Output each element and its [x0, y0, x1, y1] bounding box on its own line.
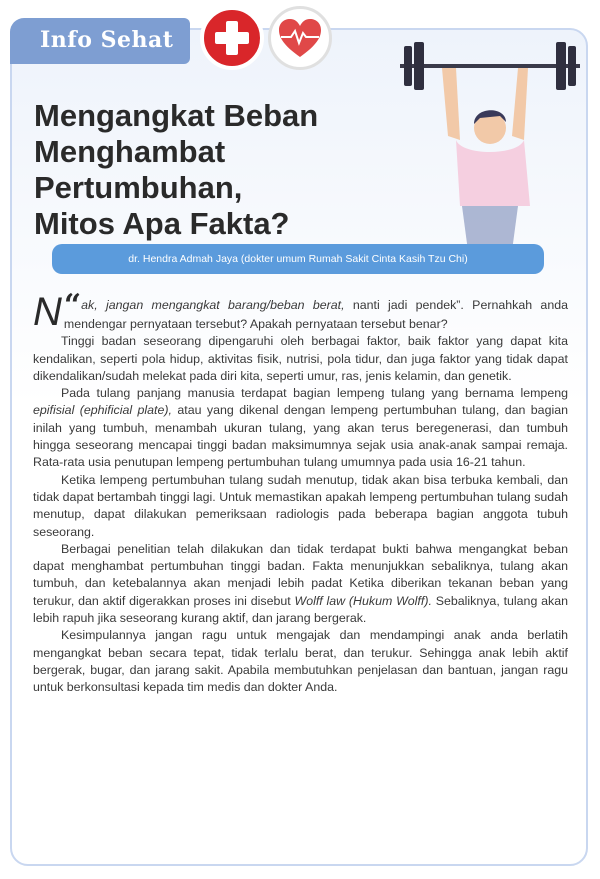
paragraph-1: [33, 288, 568, 334]
author-byline: dr. Hendra Admah Jaya (dokter umum Rumah Sakit Cinta Kasih Tzu Chi): [52, 244, 544, 274]
medical-cross-icon: [200, 6, 264, 70]
article-title: [34, 98, 434, 242]
paragraph-5-term: Wolff law (Hukum Wolff).: [294, 593, 432, 608]
title-line-3: Mitos Apa Fakta?: [34, 206, 290, 241]
dropcap: N: [33, 290, 62, 334]
paragraph-4: Ketika lempeng pertumbuhan tulang sudah menutup, tidak akan bisa terbuka kembali, dan tidak dapat bertambah tinggi lagi. Untuk memastikan apakah lempeng pertumbuhan tulang sudah menutup, dapat dilakukan pemeriksaan radiologis pada beberapa bagian anggota tubuh seseorang.: [33, 472, 568, 539]
paragraph-5-b: Sebaliknya, tulang akan lebih rapuh jika seseorang kurang aktif, dan jarang bergerak.: [33, 593, 569, 626]
paragraph-3: [33, 385, 568, 471]
paragraph-1-quote: ak, jangan mengangkat barang/beban berat,: [81, 298, 345, 312]
open-quote: “: [63, 288, 82, 323]
title-line-1: Mengangkat Beban: [34, 98, 319, 133]
paragraph-1-text: nanti jadi pendek”. Pernahkah anda mendengar pernyataan tersebut? Apakah pernyataan tersebut benar?: [63, 298, 568, 331]
paragraph-3-term: epifisial (ephificial plate),: [33, 403, 172, 418]
article-body: [33, 288, 569, 697]
paragraph-6: Kesimpulannya jangan ragu untuk mengajak dan mendampingi anak anda berlatih mengangkat beban secara tepat, tidak terlalu berat, dan terukur. Sehingga anak lebih aktif bergerak, bugar, dan jarang sakit. Apabila membutuhkan penjelasan dan bantuan, jangan ragu untuk berkonsultasi kepada tim medis dan dokter Anda.: [33, 628, 568, 695]
paragraph-3-a: Pada tulang panjang manusia terdapat bagian lempeng tulang yang bernama lempeng: [61, 386, 568, 401]
paragraph-2: Tinggi badan seseorang dipengaruhi oleh berbagai faktor, baik faktor yang dapat kita kendalikan, seperti pola hidup, aktivitas fisik, nutrisi, pola tidur, dan juga faktor yang tidak dapat dikendalikan/sudah melekat pada diri kita, seperti umur, ras, jenis kelamin, dan genetik.: [33, 334, 568, 383]
heartbeat-icon: [268, 6, 332, 70]
paragraph-5-a: Berbagai penelitian telah dilakukan dan tidak terdapat bukti bahwa mengangkat beban dapat menghambat pertumbuhan tinggi badan. Fakta menunjukkan sebaliknya, tulang akan tumbuh, dan ketebalannya akan menjadi lebih padat Ketika diberikan tekanan beban yang terukur, dan aktif digerakkan proses ini disebut: [33, 541, 568, 608]
section-tag-label: Info Sehat: [40, 27, 174, 53]
section-tag: [10, 18, 190, 64]
paragraph-3-b: atau yang dikenal dengan lempeng pertumbuhan tulang, dan bagian inilah yang tumbuh, menambah ukuran tulang, yang akan terus beregenerasi, dan tumbuh hingga seseorang mencapai tinggi badan maksimumnya sejak usia anak-anak sampai remaja. Rata-rata usia penutupan lempeng pertumbuhan tulang umumnya pada usia 16-21 tahun.: [33, 403, 568, 470]
paragraph-5: [33, 541, 568, 627]
title-line-2: Menghambat Pertumbuhan,: [34, 134, 243, 205]
